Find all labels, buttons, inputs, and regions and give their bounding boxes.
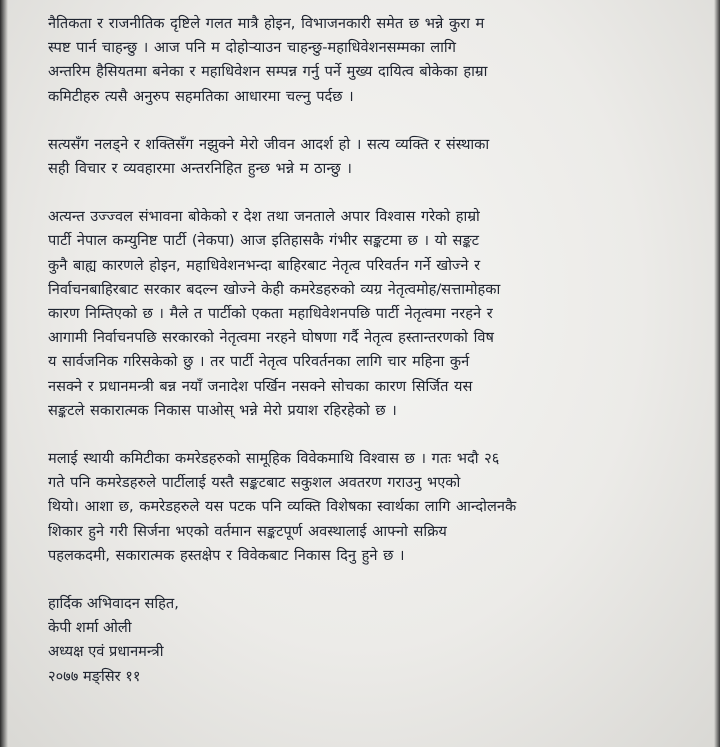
- signatory-name: केपी शर्मा ओली: [48, 619, 132, 637]
- paragraph-4: [48, 447, 680, 568]
- text-line: आगामी निर्वाचनपछि सरकारको नेतृत्वमा नरहने घोषणा गर्दै नेतृत्व हस्तान्तरणको विष: [48, 329, 494, 347]
- text-line: कारण निम्तिएको छ । मैले त पार्टीको एकता महाधिवेशनपछि पार्टी नेतृत्वमा नरहने र: [48, 305, 493, 323]
- paragraph-2: [48, 133, 680, 181]
- text-line: पार्टी नेपाल कम्युनिष्ट पार्टी (नेकपा) आज इतिहासकै गंभीर सङ्कटमा छ । यो सङ्कट: [48, 232, 479, 250]
- page-edge-shadow-left: [0, 0, 8, 747]
- text-line: य सार्वजनिक गरिसकेको छु । तर पार्टी नेतृत्व परिवर्तनका लागि चार महिना कुर्न: [48, 353, 470, 371]
- text-line: सही विचार र व्यवहारमा अन्तरनिहित हुन्छ भन्ने म ठान्छु ।: [48, 160, 352, 178]
- letter-body: [48, 12, 680, 568]
- text-line: अन्तरिम हैसियतमा बनेका र महाधिवेशन सम्पन्न गर्नु पर्ने मुख्य दायित्व बोकेका हाम्रा: [48, 63, 488, 81]
- text-line: मलाई स्थायी कमिटीका कमरेडहरुको सामूहिक विवेकमाथि विश्वास छ । गतः भदौ २६: [48, 450, 500, 468]
- paragraph-3: [48, 205, 680, 423]
- text-line: थियो। आशा छ, कमरेडहरुले यस पटक पनि व्यक्ति विशेषका स्वार्थका लागि आन्दोलनकै: [48, 498, 517, 516]
- text-line: स्पष्ट पार्न चाहन्छु । आज पनि म दोहोऱ्याउन चाहन्छु-महाधिवेशनसम्मका लागि: [48, 39, 456, 57]
- text-line: नसक्ने र प्रधानमन्त्री बन्न नयाँ जनादेश पर्खिन नसक्ने सोचका कारण सिर्जित यस: [48, 377, 473, 395]
- letter-date: २०७७ मङ्सिर ११: [48, 667, 141, 685]
- text-line: कमिटीहरु त्यसै अनुरुप सहमतिका आधारमा चल्नु पर्दछ ।: [48, 87, 354, 105]
- text-line: शिकार हुने गरी सिर्जना भएको वर्तमान सङ्कटपूर्ण अवस्थालाई आफ्नो सक्रिय: [48, 522, 447, 540]
- text-line: अत्यन्त उज्ज्वल संभावना बोकेको र देश तथा जनताले अपार विश्वास गरेको हाम्रो: [48, 208, 480, 226]
- text-line: पहलकदमी, सकारात्मक हस्तक्षेप र विवेकबाट निकास दिनु हुने छ ।: [48, 546, 405, 564]
- text-line: सत्यसँग नलड्ने र शक्तिसँग नझुक्ने मेरो जीवन आदर्श हो । सत्य व्यक्ति र संस्थाका: [48, 135, 490, 153]
- closing-salutation: हार्दिक अभिवादन सहित,: [48, 595, 179, 613]
- text-line: नैतिकता र राजनीतिक दृष्टिले गलत मात्रै होइन, विभाजनकारी समेत छ भन्ने कुरा म: [48, 15, 485, 32]
- text-line: कुनै बाह्य कारणले होइन, महाधिवेशनभन्दा बाहिरबाट नेतृत्व परिवर्तन गर्ने खोज्ने र: [48, 256, 481, 274]
- text-line: निर्वाचनबाहिरबाट सरकार बदल्न खोज्ने केही कमरेडहरुको व्यग्र नेतृत्वमोह/सत्तामोहका: [48, 280, 501, 298]
- page-edge-shadow-right: [714, 0, 720, 747]
- signatory-title: अध्यक्ष एवं प्रधानमन्त्री: [48, 643, 164, 661]
- text-line: गते पनि कमरेडहरुले पार्टीलाई यस्तै सङ्कटबाट सकुशल अवतरण गराउनु भएको: [48, 474, 461, 492]
- paragraph-1: [48, 12, 680, 109]
- text-line: सङ्कटले सकारात्मक निकास पाओस् भन्ने मेरो प्रयाश रहिरहेको छ ।: [48, 401, 397, 419]
- signature-block: [48, 592, 680, 689]
